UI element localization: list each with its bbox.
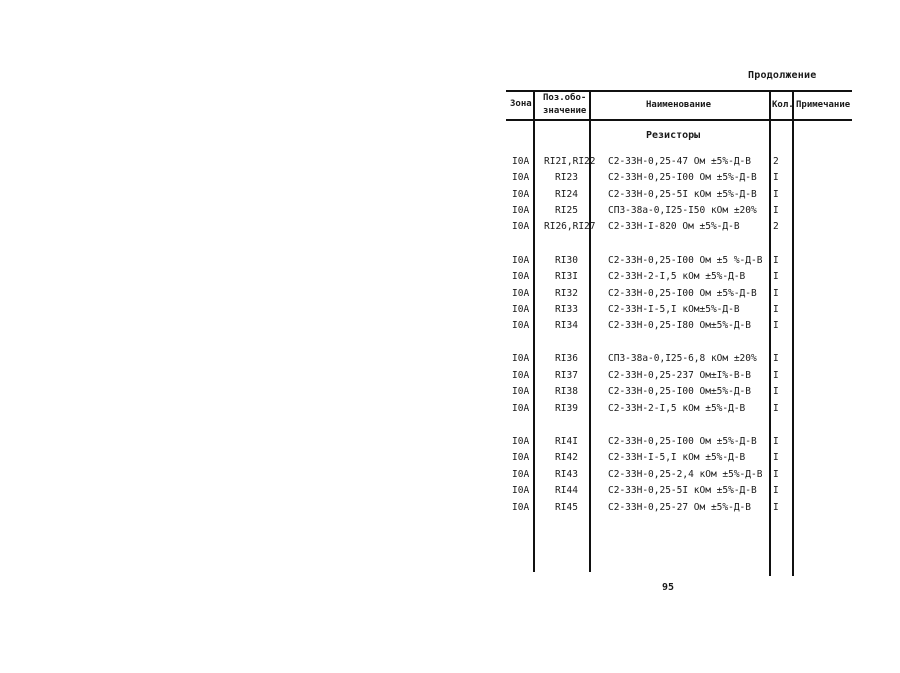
cell-pos: RI4I: [555, 436, 578, 447]
cell-pos: RI26,RI27: [544, 221, 596, 232]
table-row: [0, 172, 900, 188]
cell-zone: I0A: [512, 320, 530, 331]
table-row: [0, 436, 900, 452]
cell-qty: I: [773, 320, 779, 331]
header-qty: Кол.: [772, 100, 794, 110]
table-row: [0, 288, 900, 304]
cell-pos: RI38: [555, 386, 578, 397]
cell-zone: I0A: [512, 189, 530, 200]
cell-name: С2-33Н-0,25-I00 Ом ±5%-Д-В: [608, 172, 757, 183]
cell-qty: 2: [773, 221, 779, 232]
table-row: [0, 452, 900, 468]
table-row: [0, 255, 900, 271]
table-row: [0, 304, 900, 320]
header-name: Наименование: [646, 100, 712, 110]
table-row: [0, 370, 900, 386]
section-title: Резисторы: [646, 130, 701, 141]
table-row: [0, 156, 900, 172]
cell-name: С2-33Н-0,25-I00 Ом ±5 %-Д-В: [608, 255, 763, 266]
cell-zone: I0A: [512, 502, 530, 513]
cell-pos: RI42: [555, 452, 578, 463]
header-note: Примечание: [796, 100, 851, 110]
cell-pos: RI32: [555, 288, 578, 299]
cell-pos: RI34: [555, 320, 578, 331]
cell-zone: I0A: [512, 403, 530, 414]
cell-name: С2-33Н-0,25-5I кОм ±5%-Д-В: [608, 189, 757, 200]
cell-qty: I: [773, 271, 779, 282]
header-pos-line1: Поз.обо-: [543, 93, 587, 103]
cell-pos: RI23: [555, 172, 578, 183]
cell-name: С2-33Н-0,25-47 Ом ±5%-Д-В: [608, 156, 751, 167]
cell-zone: I0A: [512, 288, 530, 299]
cell-qty: I: [773, 436, 779, 447]
table-row: [0, 403, 900, 419]
cell-zone: I0A: [512, 271, 530, 282]
cell-qty: I: [773, 353, 779, 364]
cell-name: СП3-38а-0,I25-I50 кОм ±20%: [608, 205, 757, 216]
cell-pos: RI30: [555, 255, 578, 266]
cell-zone: I0A: [512, 221, 530, 232]
cell-pos: RI3I: [555, 271, 578, 282]
cell-name: С2-33Н-0,25-5I кОм ±5%-Д-В: [608, 485, 757, 496]
cell-qty: I: [773, 172, 779, 183]
cell-name: С2-33Н-0,25-I00 Ом ±5%-Д-В: [608, 436, 757, 447]
table-row: [0, 469, 900, 485]
table-row: [0, 320, 900, 336]
cell-name: С2-33Н-0,25-I00 Ом ±5%-Д-В: [608, 288, 757, 299]
cell-name: С2-33Н-0,25-I00 Ом±5%-Д-В: [608, 386, 751, 397]
cell-qty: 2: [773, 156, 779, 167]
cell-zone: I0A: [512, 436, 530, 447]
header-pos-line2: значение: [543, 106, 587, 116]
cell-name: С2-33Н-I-5,I кОм ±5%-Д-В: [608, 452, 746, 463]
cell-pos: RI39: [555, 403, 578, 414]
cell-name: С2-33Н-0,25-I80 Ом±5%-Д-В: [608, 320, 751, 331]
cell-qty: I: [773, 370, 779, 381]
cell-qty: I: [773, 255, 779, 266]
cell-qty: I: [773, 502, 779, 513]
table-row: [0, 502, 900, 518]
cell-zone: I0A: [512, 156, 530, 167]
cell-pos: RI33: [555, 304, 578, 315]
cell-name: С2-33Н-0,25-27 Ом ±5%-Д-В: [608, 502, 751, 513]
cell-name: С2-33Н-0,25-2,4 кОм ±5%-Д-В: [608, 469, 763, 480]
cell-qty: I: [773, 485, 779, 496]
table-row: [0, 189, 900, 205]
cell-pos: RI37: [555, 370, 578, 381]
cell-name: С2-33Н-I-5,I кОм±5%-Д-В: [608, 304, 740, 315]
cell-zone: I0A: [512, 485, 530, 496]
cell-zone: I0A: [512, 205, 530, 216]
table-header-rule: [506, 119, 852, 121]
cell-qty: I: [773, 304, 779, 315]
cell-qty: I: [773, 189, 779, 200]
cell-zone: I0A: [512, 172, 530, 183]
table-row: [0, 221, 900, 237]
cell-qty: I: [773, 403, 779, 414]
continuation-label: Продолжение: [748, 70, 817, 81]
cell-pos: RI43: [555, 469, 578, 480]
table-row: [0, 205, 900, 221]
cell-name: С2-33Н-2-I,5 кОм ±5%-Д-В: [608, 403, 746, 414]
cell-name: СП3-38а-0,I25-6,8 кОм ±20%: [608, 353, 757, 364]
cell-zone: I0A: [512, 255, 530, 266]
cell-pos: RI2I,RI22: [544, 156, 596, 167]
cell-pos: RI24: [555, 189, 578, 200]
cell-name: С2-33Н-2-I,5 кОм ±5%-Д-В: [608, 271, 746, 282]
table-row: [0, 271, 900, 287]
page-number: 95: [662, 582, 675, 593]
cell-zone: I0A: [512, 452, 530, 463]
cell-name: С2-33Н-0,25-237 Ом±I%-В-В: [608, 370, 751, 381]
cell-pos: RI44: [555, 485, 578, 496]
table-row: [0, 485, 900, 501]
header-zone: Зона: [510, 99, 532, 109]
table-row: [0, 353, 900, 369]
cell-zone: I0A: [512, 370, 530, 381]
cell-zone: I0A: [512, 353, 530, 364]
cell-qty: I: [773, 386, 779, 397]
cell-zone: I0A: [512, 386, 530, 397]
cell-qty: I: [773, 469, 779, 480]
cell-pos: RI25: [555, 205, 578, 216]
cell-pos: RI36: [555, 353, 578, 364]
cell-qty: I: [773, 288, 779, 299]
cell-qty: I: [773, 452, 779, 463]
cell-zone: I0A: [512, 304, 530, 315]
cell-zone: I0A: [512, 469, 530, 480]
table-row: [0, 386, 900, 402]
cell-qty: I: [773, 205, 779, 216]
cell-name: С2-33Н-I-820 Ом ±5%-Д-В: [608, 221, 740, 232]
cell-pos: RI45: [555, 502, 578, 513]
